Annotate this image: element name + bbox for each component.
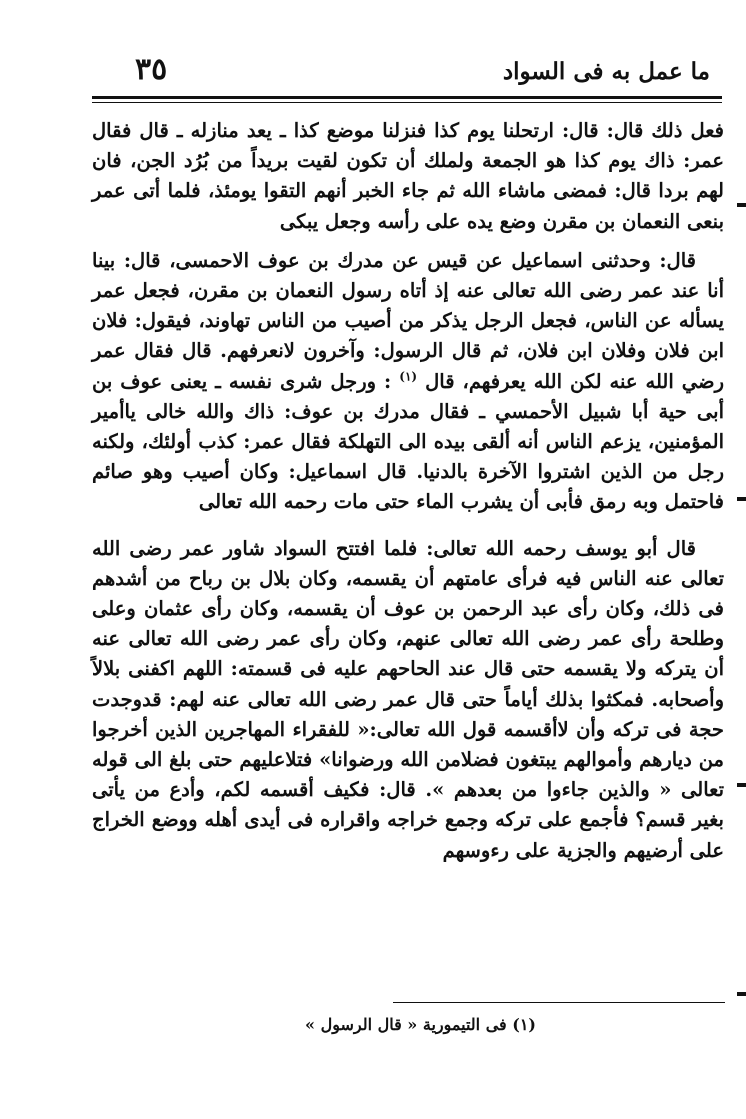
footnote-reference: (١): [399, 369, 418, 384]
edge-mark: [737, 783, 746, 787]
edge-mark: [737, 203, 746, 207]
paragraph-1: فعل ذلك قال: قال: ارتحلنا يوم كذا فنزلنا موضع كذا ـ يعد منازله ـ قال فقال عمر: ذاك يوم كذا هو الجمعة ولملك أن تكون لقيت بريداً من بُرُد الجن، فان لهم بردا قال: فمضى ماشاء الله ثم جاء الخبر أنهم التقوا يومئذ، فلما أتى عمر بنعى النعمان بن مقرن وضع يده على رأسه وجعل يبكى: [92, 119, 724, 233]
paragraph-2: [92, 246, 724, 518]
paragraph-2-text: قال: وحدثنى اسماعيل عن قيس عن مدرك بن عوف الاحمسى، قال: بينا أنا عند عمر رضى الله تعالى عنه إذ أتاه رسول النعمان بن مقرن، فجعل عمر يسأله عن الناس، فجعل الرجل يذكر من أصيب من الناس تهاوند، فيقول: فلان ابن فلان وفلان ابن فلان، ثم قال الرسول: وآخرون لانعرفهم. قال فقال عمر رضي الله عنه لكن الله يعرفهم، قال: [92, 248, 725, 393]
footnote-rule: [393, 1002, 725, 1003]
paragraph-3: قال أبو يوسف رحمه الله تعالى: فلما افتتح السواد شاور عمر رضى الله تعالى عنه الناس فيه فرأى عامتهم أن يقسمه، وكان بلال بن رباح من أشدهم فى ذلك، وكان رأى عبد الرحمن بن عوف أن يقسمه، وكان رأى عثمان وعلى وطلحة رأى عمر رضى الله تعالى عنهم، وكان رأى عمر رضى الله تعالى عنه أن يتركه ولا يقسمه حتى قال عند الحاحهم عليه فى قسمته: اللهم اكفنى بلالاً وأصحابه. فمكثوا بذلك أياماً حتى قال عمر رضى الله تعالى عنه لهم: قدوجدت حجة فى تركه وأن لاأقسمه قول الله تعالى:« للفقراء المهاجرين الذين أخرجوا من ديارهم وأموالهم يبتغون فضلامن الله ورضوانا» فتلاعليهم حتى بلغ الى قوله تعالى « والذين جاءوا من بعدهم ». قال: فكيف أقسمه لكم، وأدع من يأتى بغير قسم؟ فأجمع على تركه وجمع خراجه واقراره فى أيدى أهله ووضع الخراج على أرضيهم والجزية على رءوسهم: [92, 536, 724, 862]
page-number: ٣٥: [135, 52, 168, 87]
paragraph-2-continuation: : ورجل شرى نفسه ـ يعنى عوف بن أبى حية أبا شبيل الأحمسي ـ فقال مدرك بن عوف: ذاك والله خالى ياأمير المؤمنين، يزعم الناس أنه ألقى بيده الى التهلكة فقال عمر: كذب أولئك، ولكنه رجل من الذين اشتروا الآخرة بالدنيا. قال اسماعيل: وكان أصيب وهو صائم فاحتمل وبه رمق فأبى أن يشرب الماء حتى مات رحمه الله تعالى: [92, 369, 724, 514]
header-rule-thin: [92, 102, 722, 103]
edge-mark: [737, 992, 746, 996]
edge-mark: [737, 497, 746, 501]
footnote: (١) فى التيمورية « قال الرسول »: [305, 1015, 536, 1034]
header-rule-thick: [92, 96, 722, 99]
running-title: ما عمل به فى السواد: [502, 58, 710, 85]
body-text: [92, 116, 724, 866]
page-header: [95, 48, 725, 90]
